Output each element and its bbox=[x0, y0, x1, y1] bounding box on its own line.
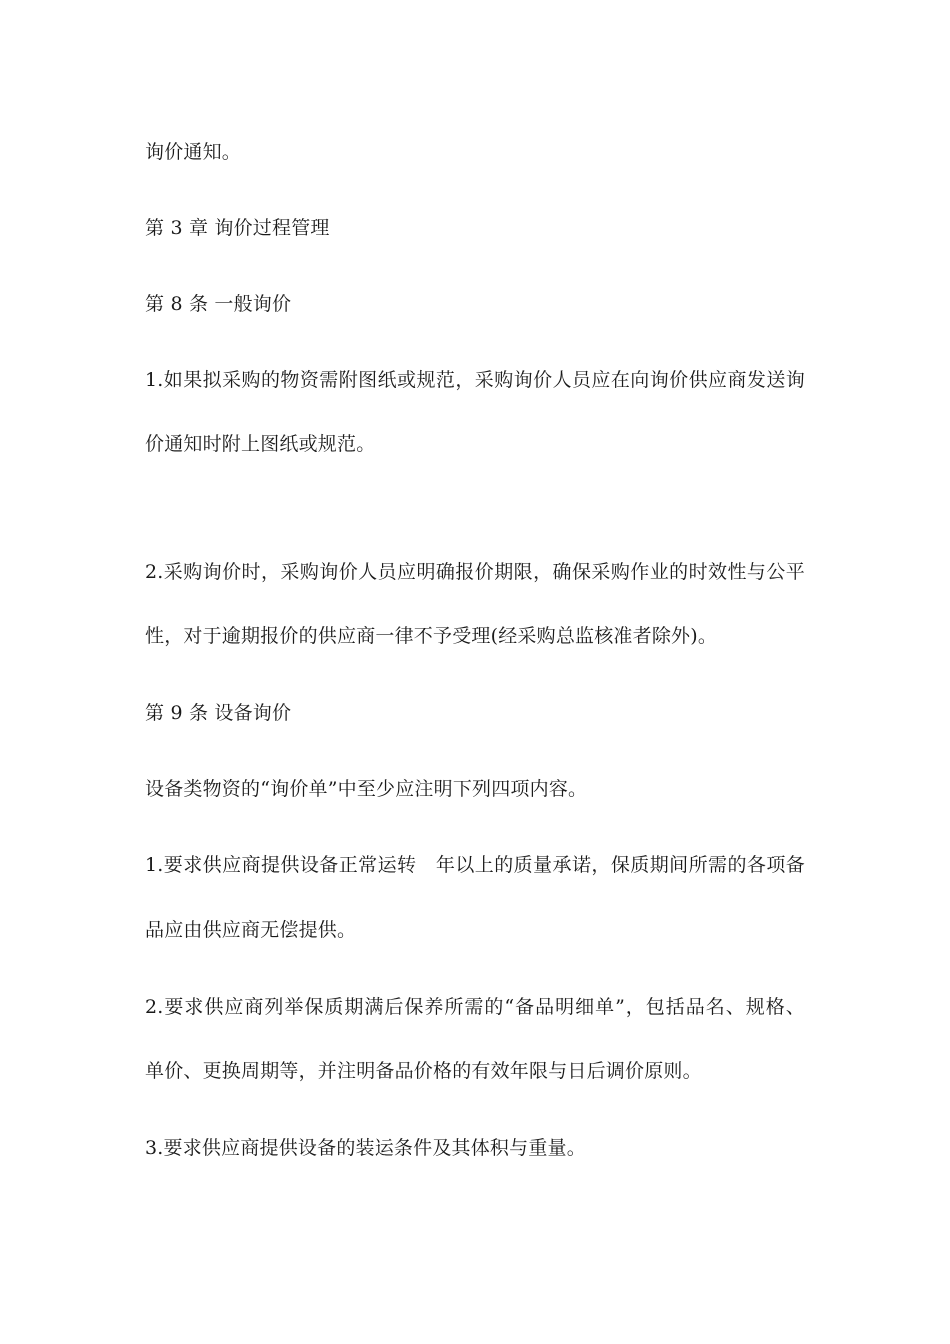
article-9-item-3: 3.要求供应商提供设备的装运条件及其体积与重量。 bbox=[145, 1137, 586, 1159]
article-9-item-1-line-2: 品应由供应商无偿提供。 bbox=[145, 919, 357, 941]
article-9-item-1-line-1: 1.要求供应商提供设备正常运转 年以上的质量承诺，保质期间所需的各项备 bbox=[145, 854, 805, 876]
article-9-item-2-line-2: 单价、更换周期等，并注明备品价格的有效年限与日后调价原则。 bbox=[145, 1060, 702, 1082]
article-9-heading: 第 9 条 设备询价 bbox=[145, 702, 292, 724]
article-8-item-2-line-1: 2.采购询价时，采购询价人员应明确报价期限，确保采购作业的时效性与公平 bbox=[145, 561, 805, 583]
chapter-heading: 第 3 章 询价过程管理 bbox=[145, 217, 330, 239]
article-8-item-1-line-2: 价通知时附上图纸或规范。 bbox=[145, 433, 376, 455]
article-9-intro: 设备类物资的“询价单”中至少应注明下列四项内容。 bbox=[145, 778, 588, 800]
article-8-item-1-line-1: 1.如果拟采购的物资需附图纸或规范，采购询价人员应在向询价供应商发送询 bbox=[145, 369, 805, 391]
article-9-item-2-line-1: 2.要求供应商列举保质期满后保养所需的“备品明细单”，包括品名、规格、 bbox=[145, 996, 805, 1018]
paragraph-line-1: 询价通知。 bbox=[145, 141, 242, 163]
article-8-heading: 第 8 条 一般询价 bbox=[145, 293, 292, 315]
article-8-item-2-line-2: 性，对于逾期报价的供应商一律不予受理(经采购总监核准者除外)。 bbox=[145, 625, 718, 647]
